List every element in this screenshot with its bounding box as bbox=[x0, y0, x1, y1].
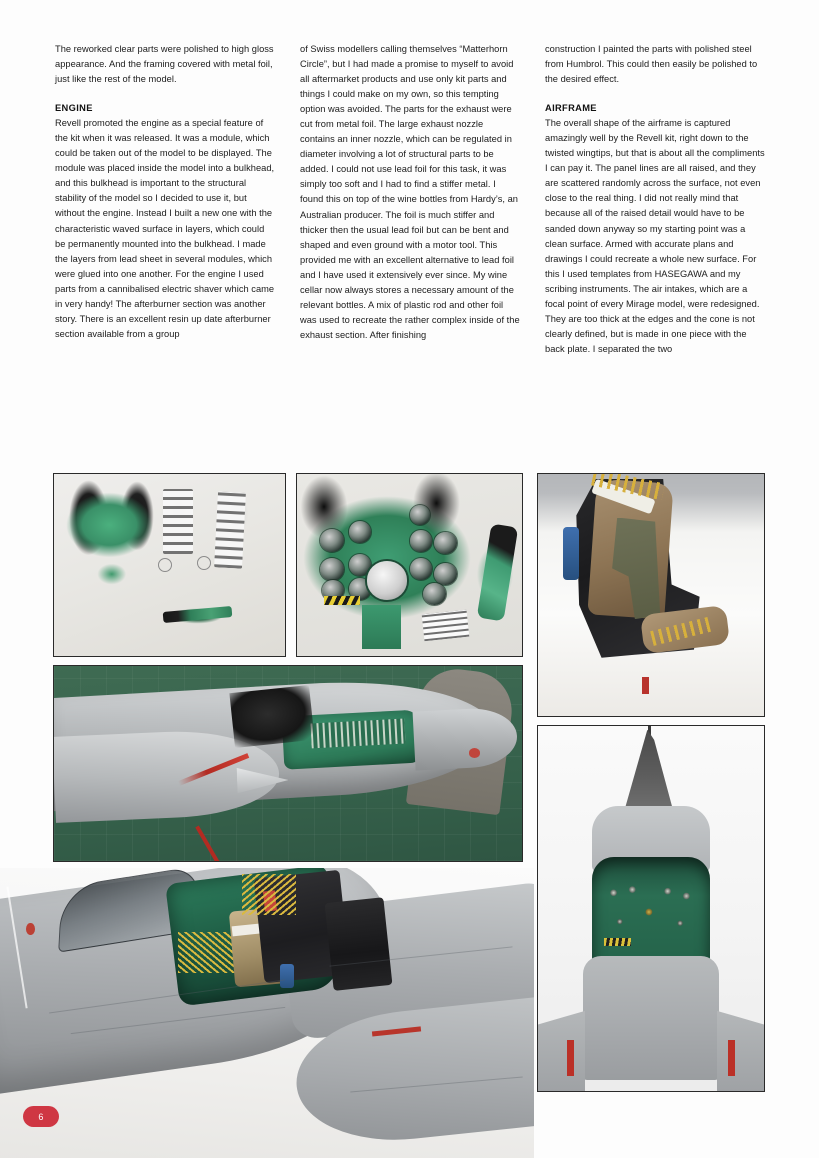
article-columns bbox=[55, 42, 765, 357]
photo-image bbox=[54, 666, 522, 861]
hazard-stripe bbox=[324, 596, 360, 605]
oxygen-bottle bbox=[280, 964, 294, 987]
section-heading-airframe: AIRFRAME bbox=[545, 103, 597, 114]
control-column-part bbox=[162, 606, 232, 623]
text-column-middle bbox=[300, 42, 520, 357]
photo-nose-front-view bbox=[537, 725, 765, 1092]
photo-image bbox=[0, 868, 534, 1158]
paragraph: construction I painted the parts with polished steel from Humbrol. This could then easily be polished to the desired effect. bbox=[545, 44, 758, 85]
decal-sheet bbox=[163, 489, 193, 555]
wiring-detail bbox=[229, 685, 314, 748]
dial bbox=[410, 530, 433, 552]
photo-image bbox=[538, 474, 764, 716]
radar-scope bbox=[367, 561, 408, 599]
photo-image bbox=[54, 474, 285, 656]
hazard-stripe bbox=[604, 938, 631, 947]
cockpit-detail bbox=[311, 718, 406, 748]
decal-sheet bbox=[214, 492, 246, 570]
aft-fuselage bbox=[583, 956, 719, 1080]
section-heading-engine: ENGINE bbox=[55, 103, 93, 114]
dial bbox=[320, 529, 345, 553]
dial bbox=[423, 583, 446, 605]
paragraph: The overall shape of the airframe is captured amazingly well by the Revell kit, right down to the twisted wingtips, but that is about all the compliments I can pay it. The panel lines are all raised, and they are scattered randomly across the surface, not even close to the real thing. I did not really mind that because all of the raised detail would have to be sanded down anyway so my starting point was a clean surface. Armed with accurate plans and drawings I could recreate a whole new surface. For this I used templates from HASEGAWA and my scribing instruments. The air intakes, which are a focal point of every Mirage model, were redesigned. They are too thick at the edges and the cone is not clearly defined, but is made in one piece with the back plate. I separated the two bbox=[545, 118, 765, 354]
red-safety-tab bbox=[642, 677, 649, 694]
page-number-badge: 6 bbox=[23, 1106, 59, 1127]
dial bbox=[410, 558, 433, 580]
dial bbox=[349, 521, 372, 543]
dial bbox=[410, 505, 430, 525]
paragraph: of Swiss modellers calling themselves “Matterhorn Circle”, but I had made a promise to myself to avoid all aftermarket products and use only kit parts and things I could make on my own, so this tempting option was avoided. The parts for the exhaust were cut from metal foil. The large exhaust nozzle contains an inner nozzle, which can be regulated in diameter involving a lot of structural parts to be added. I could not use lead foil for this task, it was simply too soft and I had to find a stiffer metal. I found this on top of the wine bottles from Hardy’s, an Australian producer. The foil is much stiffer and thicker then the usual lead foil but can be bent and shaped and even ground with a motor tool. This provided me with an excellent alternative to lead foil and I have used it extensively ever since. My wine cellar now always stores a necessary amount of the relevant bottles. A mix of plastic rod and other foil was used to recreate the rather complex inside of the exhaust section. After finishing bbox=[300, 44, 520, 340]
photo-cockpit-parts bbox=[53, 473, 286, 657]
red-marking-left bbox=[567, 1040, 574, 1077]
photo-fuselage-on-mat bbox=[53, 665, 523, 862]
photo-instrument-panel bbox=[296, 473, 523, 657]
photo-cockpit-large bbox=[0, 868, 534, 1158]
red-marking-right bbox=[728, 1040, 735, 1077]
gold-detail-wiring bbox=[178, 932, 237, 973]
paragraph: Revell promoted the engine as a special feature of the kit when it was released. It was a module, which could be taken out of the model to be displayed. The module was placed inside the model into a bulkhead, and this bulkhead is important to the structural stability of the model so I decided to use it, but without the engine. Instead I built a new one with the characteristic waved surface in layers, which could be permanently mounted into the bulkhead. I made the layers from lead sheet in several modules, which were glued into one another. For the engine I used parts from a cannibalised electric shaver which came in very handy! The afterburner section was another story. There is an excellent resin up date afterburner section available from a group bbox=[55, 118, 275, 339]
wing-left bbox=[537, 1011, 585, 1091]
red-dot-marking bbox=[469, 748, 480, 758]
dial bbox=[320, 558, 345, 582]
dial bbox=[434, 563, 457, 585]
dial bbox=[434, 532, 457, 554]
text-column-right bbox=[545, 42, 765, 357]
photo-etch-ring bbox=[158, 558, 172, 572]
photo-image bbox=[297, 474, 522, 656]
photo-image bbox=[538, 726, 764, 1091]
photo-etch-ring bbox=[197, 556, 211, 570]
engine-detail bbox=[324, 897, 392, 990]
gold-detail-wiring bbox=[242, 874, 296, 915]
center-pedestal bbox=[362, 605, 400, 649]
photo-etch-plate bbox=[422, 610, 470, 642]
paragraph: The reworked clear parts were polished to high gloss appearance. And the framing covered with metal foil, just like the rest of the model. bbox=[55, 44, 274, 85]
photo-ejection-seat bbox=[537, 473, 765, 717]
oxygen-bottle bbox=[563, 527, 579, 580]
text-column-left bbox=[55, 42, 275, 357]
wing-right bbox=[717, 1011, 765, 1091]
